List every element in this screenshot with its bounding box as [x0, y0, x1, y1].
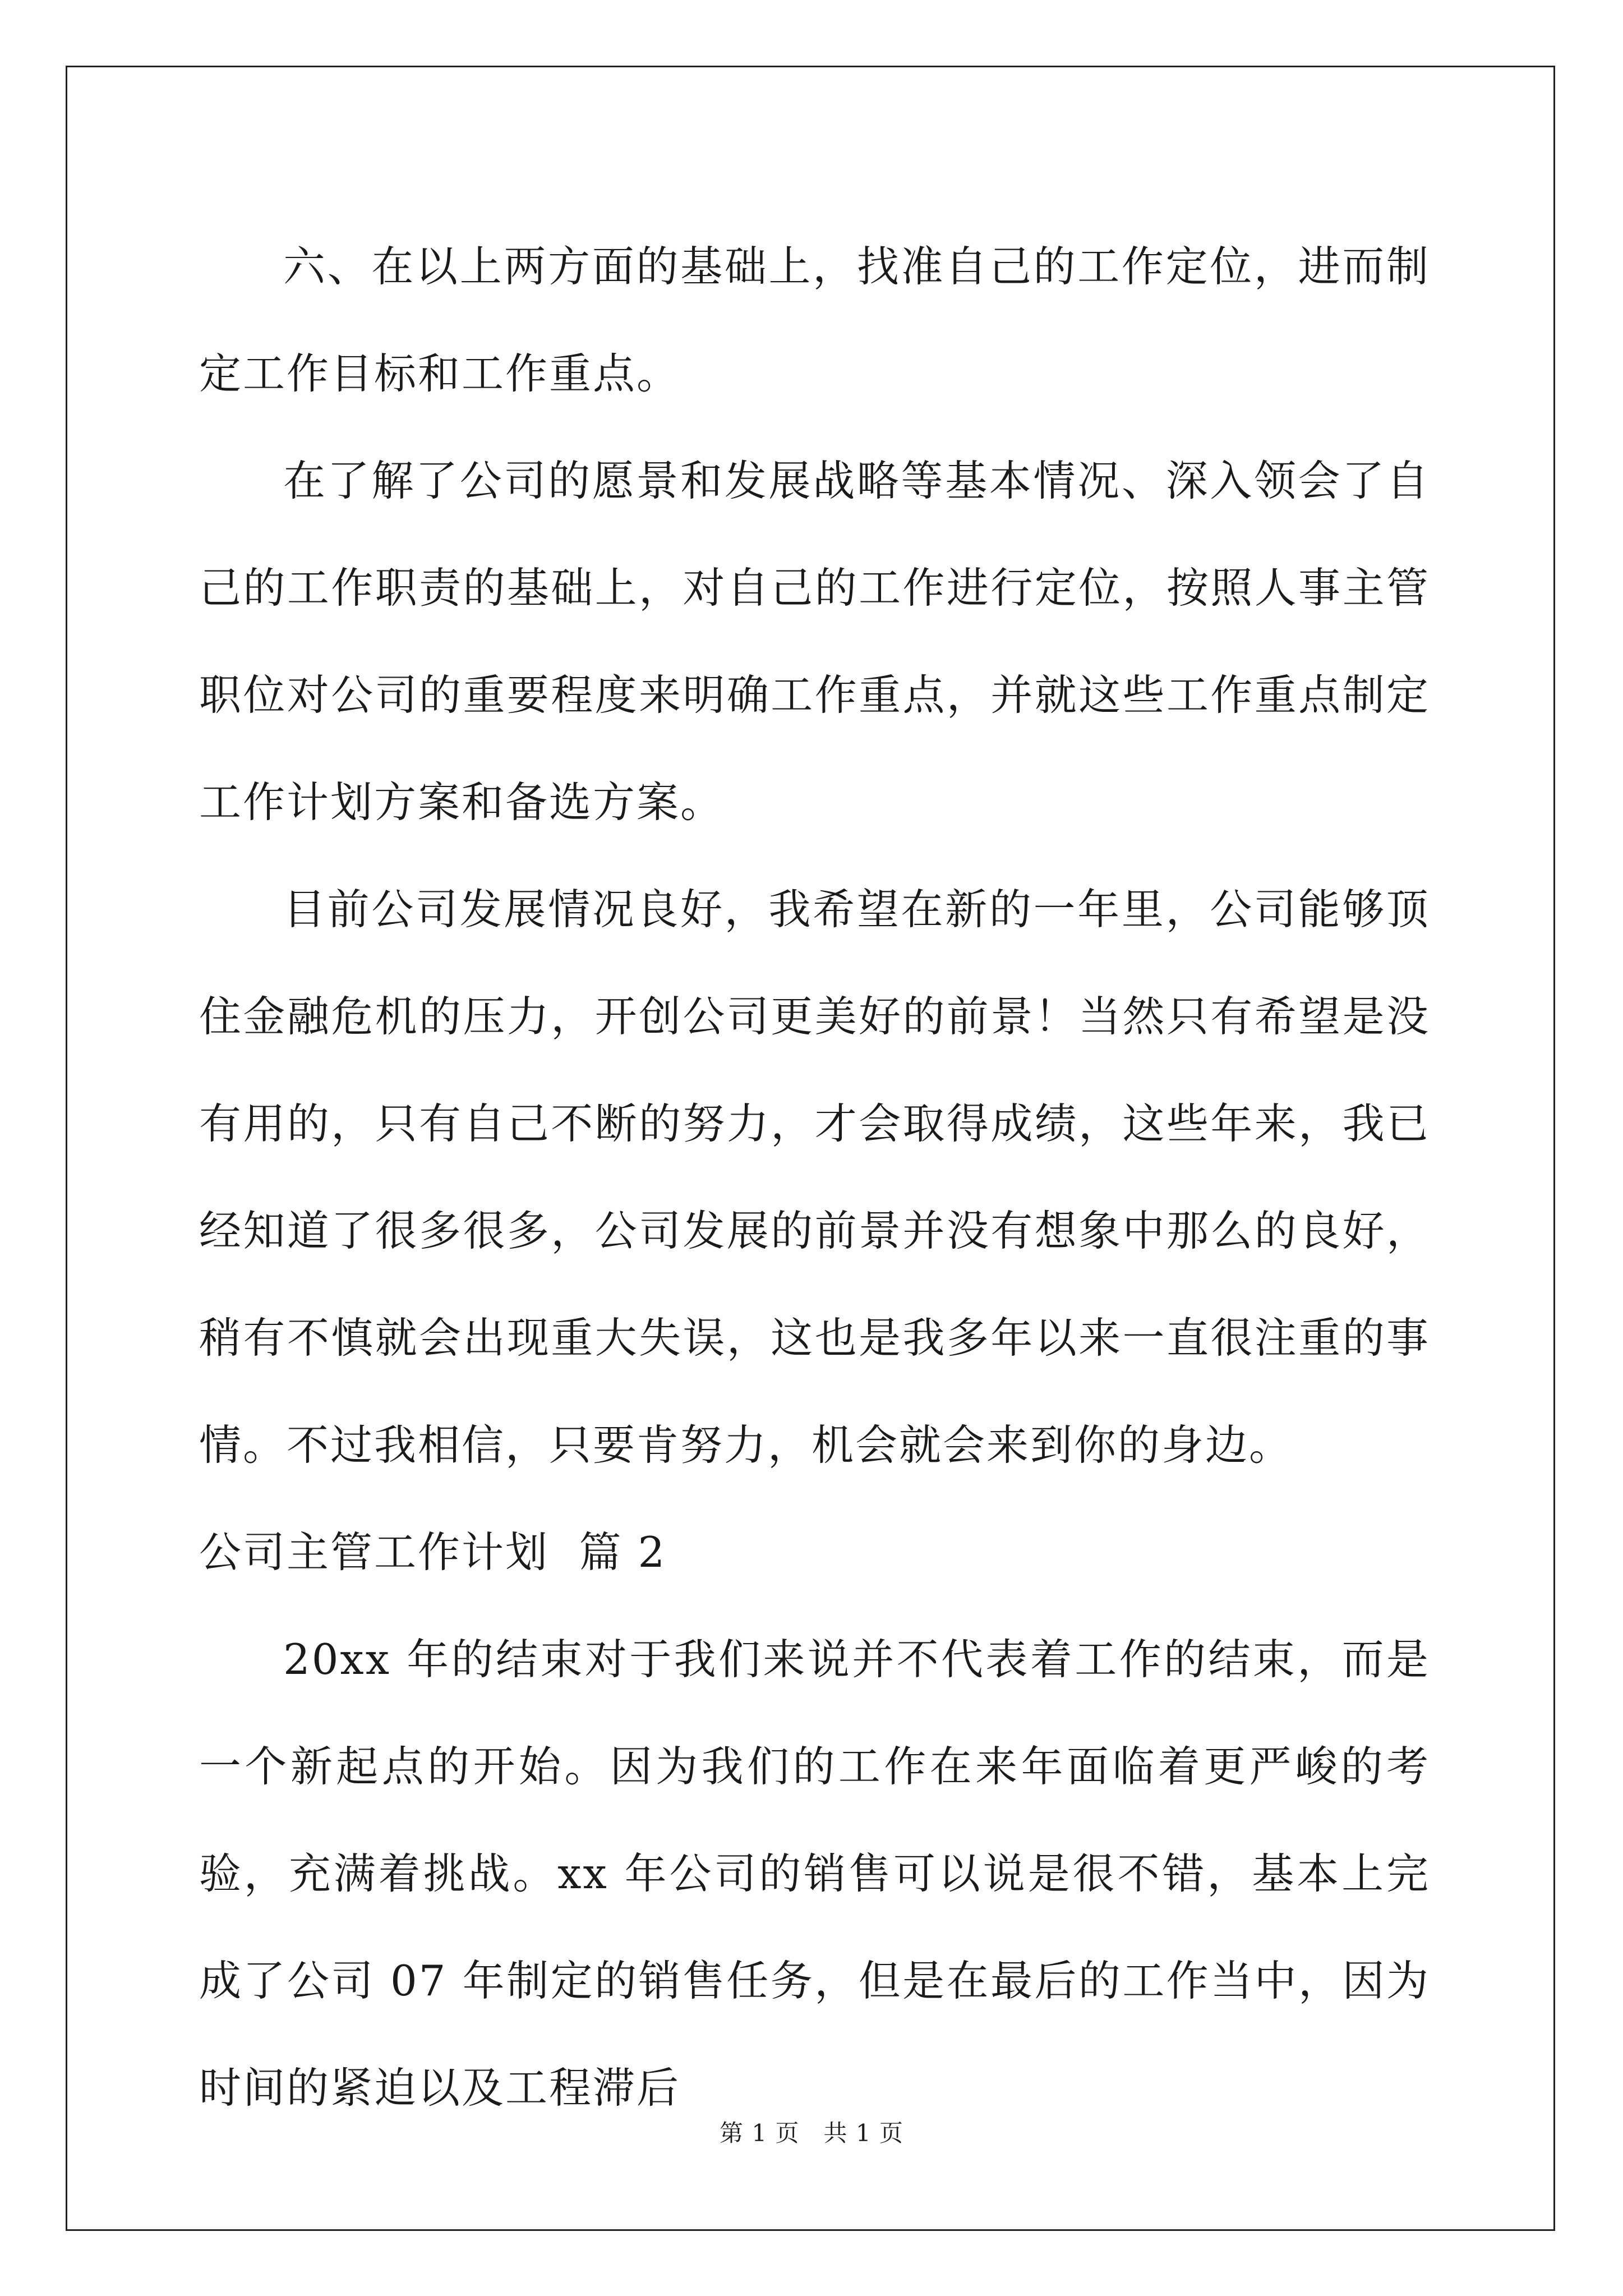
page-footer: 第 1 页 共 1 页	[720, 2119, 903, 2147]
paragraph-2: 在了解了公司的愿景和发展战略等基本情况、深入领会了自己的工作职责的基础上，对自己的工作进行定位，按照人事主管职位对公司的重要程度来明确工作重点，并就这些工作重点制定工作计划方案和备选方案。	[199, 456, 1430, 827]
paragraph-4: 20xx 年的结束对于我们来说并不代表着工作的结束，而是一个新起点的开始。因为我们的工作在来年面临着更严峻的考验，充满着挑战。xx 年公司的销售可以说是很不错，基本上完成了公司 07 年制定的销售任务，但是在最后的工作当中，因为时间的紧迫以及工程滞后	[199, 1635, 1430, 2113]
paragraph-1: 六、在以上两方面的基础上，找准自己的工作定位，进而制定工作目标和工作重点。	[199, 242, 1430, 398]
section-heading: 公司主管工作计划 篇 2	[199, 1527, 667, 1577]
paragraph-3: 目前公司发展情况良好，我希望在新的一年里，公司能够顶住金融危机的压力，开创公司更美好的前景！当然只有希望是没有用的，只有自己不断的努力，才会取得成绩，这些年来，我已经知道了很多很多，公司发展的前景并没有想象中那么的良好，稍有不慎就会出现重大失误，这也是我多年以来一直很注重的事情。不过我相信，只要肯努力，机会就会来到你的身边。	[199, 885, 1430, 1470]
document-body	[199, 213, 1430, 2142]
